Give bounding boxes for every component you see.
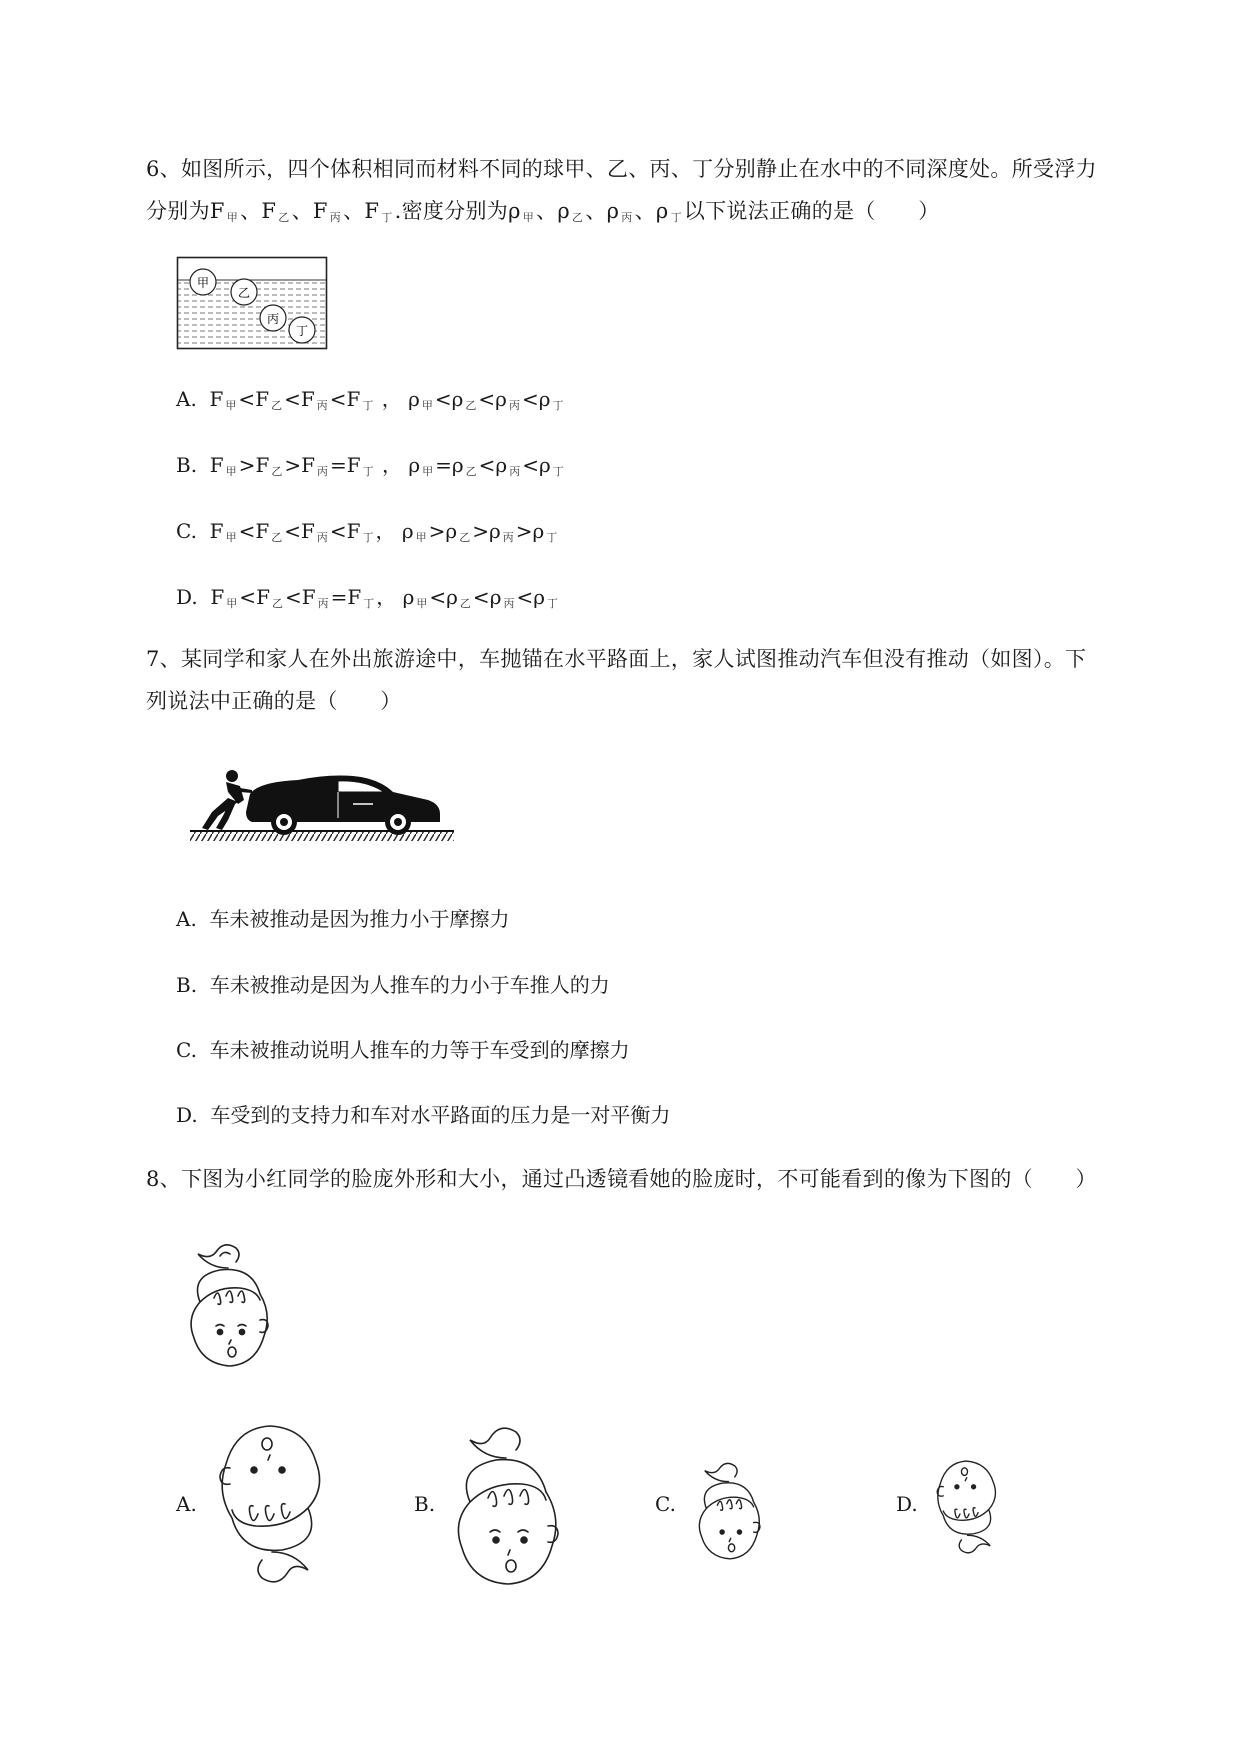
- question-6-option-c[interactable]: C. F $_甲$ <F $_乙$ <F $_丙$ <F $_丁$ ， ρ $_甲$ >ρ $_乙$ >ρ $_丙$ >ρ $_丁$: [176, 519, 558, 544]
- question-8-option-a-label[interactable]: A.: [176, 1492, 197, 1516]
- question-7-option-b[interactable]: B. 车未被推动是因为人推车的力小于车推人的力: [176, 973, 610, 997]
- person-pushing-icon: [202, 770, 252, 830]
- ball-yi: [231, 279, 257, 305]
- question-6-stem: [146, 148, 1156, 239]
- reference-face-figure: [180, 1238, 280, 1370]
- question-8-stem: [146, 1158, 1156, 1200]
- question-6-option-d[interactable]: D. F $_甲$ <F $_乙$ <F $_丙$ =F $_丁$ ， ρ $_甲$ <ρ $_乙$ <ρ $_丙$ <ρ $_丁$: [176, 585, 558, 610]
- question-6-option-a[interactable]: A. F $_甲$ <F $_乙$ <F $_丙$ <F $_丁$ ， ρ $_甲$ <ρ $_乙$ <ρ $_丙$ <ρ $_丁$: [176, 387, 564, 412]
- question-8-option-b-label[interactable]: B.: [414, 1492, 436, 1516]
- question-6-line-2: 分别为F $_甲$、F $_乙$、F $_丙$、F $_丁$.密度分别为ρ $_甲$、ρ $_乙$、ρ $_丙$、ρ $_丁$以下说法正确的是（ ）: [146, 199, 940, 224]
- svg-text:乙: 乙: [237, 286, 251, 300]
- question-7-option-d[interactable]: D. 车受到的支持力和车对水平路面的压力是一对平衡力: [176, 1103, 671, 1127]
- svg-text:丙: 丙: [266, 312, 280, 326]
- car-push-figure: [188, 764, 458, 846]
- car-icon: [246, 776, 440, 836]
- question-7-line-1: 7、某同学和家人在外出旅游途中，车抛锚在水平路面上，家人试图推动汽车但没有推动（如图）。下: [146, 647, 1087, 671]
- svg-text:甲: 甲: [196, 276, 210, 290]
- question-7-stem: [146, 638, 1156, 722]
- option-a-face-inverted[interactable]: [204, 1420, 334, 1590]
- question-7-option-c[interactable]: C. 车未被推动说明人推车的力等于车受到的摩擦力: [176, 1038, 630, 1062]
- ball-jia: [190, 269, 216, 295]
- question-7-option-a[interactable]: A. 车未被推动是因为推力小于摩擦力: [176, 907, 510, 931]
- svg-text:丁: 丁: [295, 324, 309, 338]
- question-8-option-c-label[interactable]: C.: [655, 1492, 676, 1516]
- question-6-option-b[interactable]: B. F $_甲$ >F $_乙$ >F $_丙$ =F $_丁$ ， ρ $_甲$ =ρ $_乙$ <ρ $_丙$ <ρ $_丁$: [176, 453, 564, 478]
- question-7-line-2: 列说法中正确的是（ ）: [146, 689, 402, 713]
- question-6-line-1: 6、如图所示，四个体积相同而材料不同的球甲、乙、丙、丁分别静止在水中的不同深度处。所受浮力: [146, 157, 1097, 181]
- water-tank-figure: [176, 256, 328, 350]
- ball-ding: [289, 317, 315, 343]
- option-c-face-upright-small[interactable]: [690, 1458, 770, 1562]
- question-8-option-d-label[interactable]: D.: [896, 1492, 918, 1516]
- question-8-line-1: 8、下图为小红同学的脸庞外形和大小，通过凸透镜看她的脸庞时，不可能看到的像为下图的（ ）: [146, 1167, 1097, 1191]
- option-d-face-inverted-small[interactable]: [928, 1458, 1004, 1558]
- option-b-face-upright-large[interactable]: [444, 1420, 574, 1590]
- ball-bing: [260, 305, 286, 331]
